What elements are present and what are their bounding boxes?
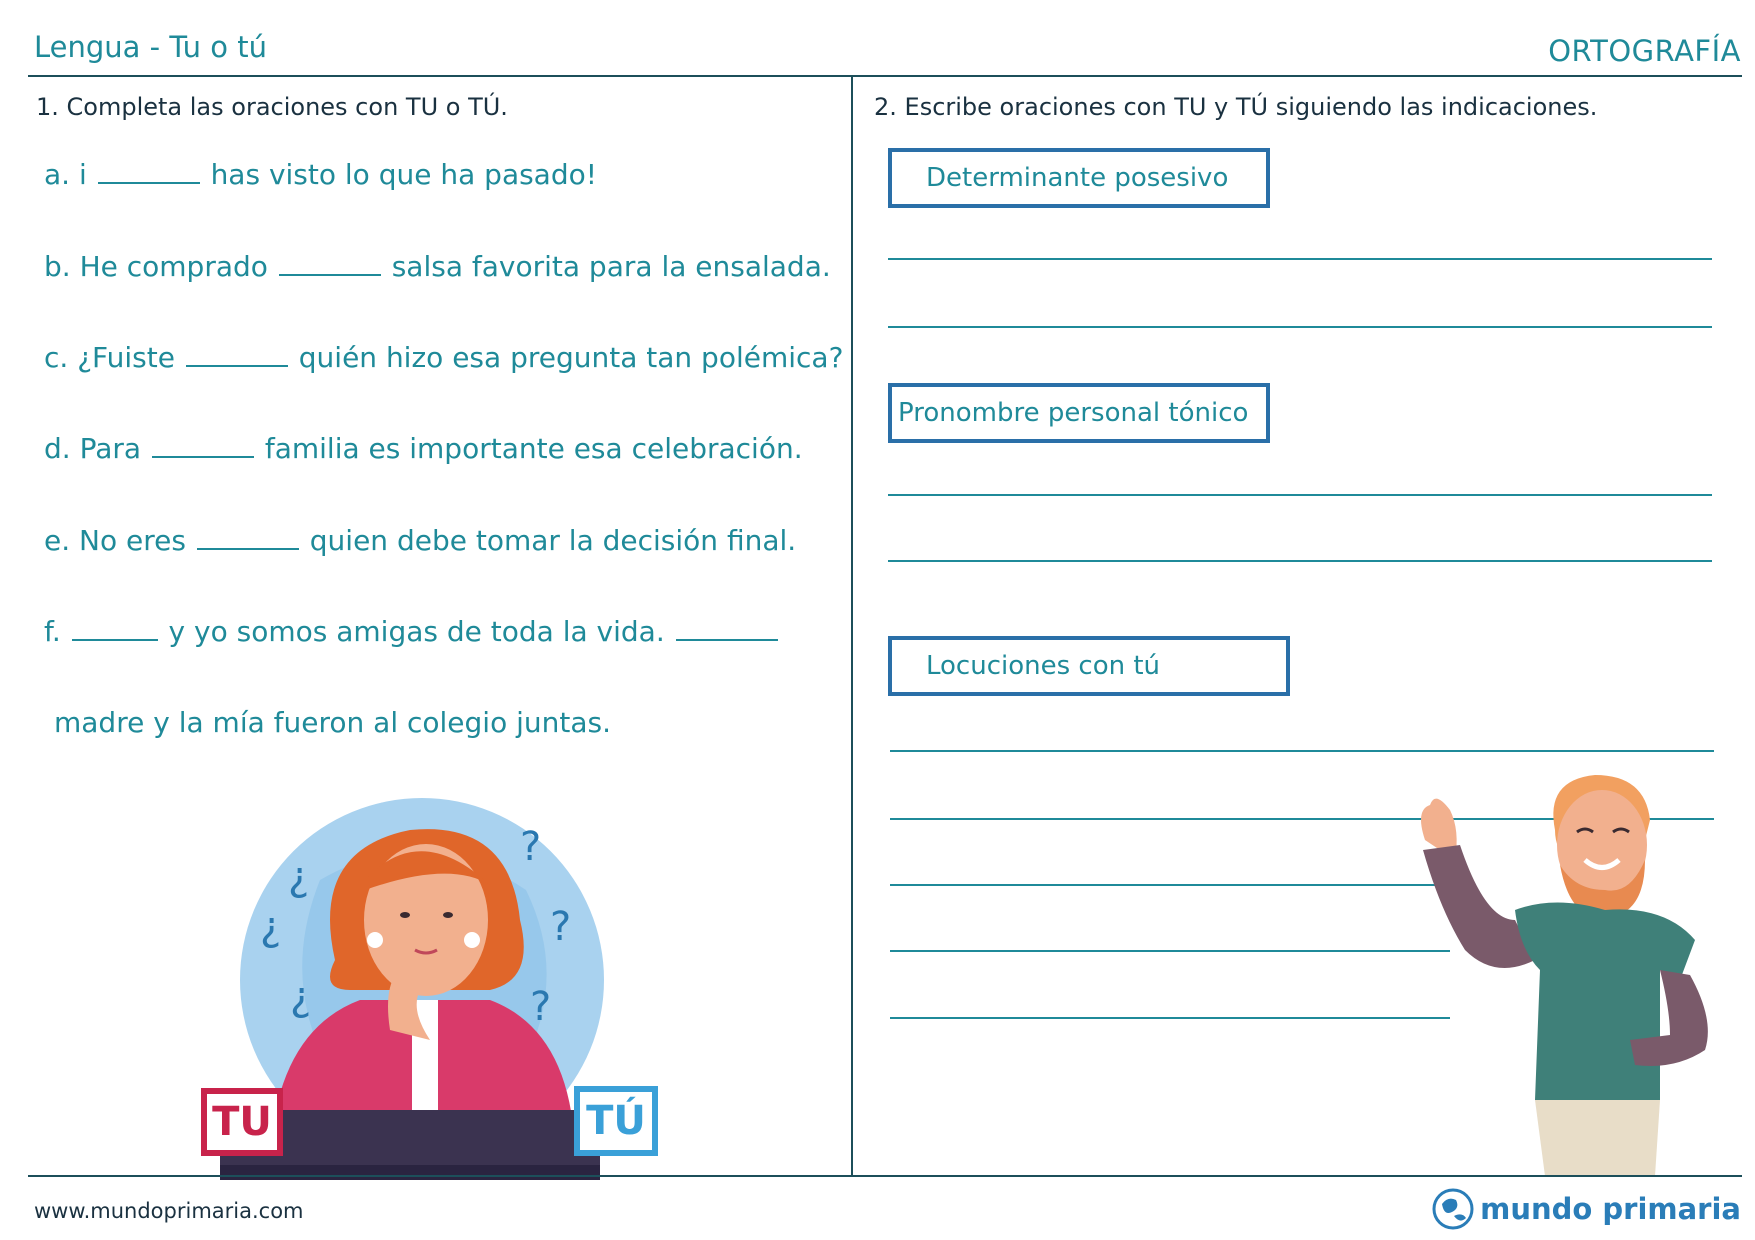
- sentence-b: b. He comprado salsa favorita para la ensalada.: [44, 250, 831, 283]
- writing-line[interactable]: [890, 750, 1714, 752]
- category-box-determinante: Determinante posesivo: [888, 148, 1270, 208]
- category-box-locuciones: Locuciones con tú: [888, 636, 1290, 696]
- answer-blank-a[interactable]: [98, 182, 200, 184]
- sentence-d: d. Para familia es importante esa celebración.: [44, 432, 803, 465]
- footer-divider: [28, 1175, 1742, 1177]
- answer-blank-f1[interactable]: [72, 639, 158, 641]
- sentence-a: a. i has visto lo que ha pasado!: [44, 158, 597, 191]
- answer-blank-f2[interactable]: [676, 639, 778, 641]
- svg-text:?: ?: [520, 824, 542, 870]
- writing-line[interactable]: [888, 560, 1712, 562]
- writing-line[interactable]: [888, 326, 1712, 328]
- sentence-e: e. No eres quien debe tomar la decisión final.: [44, 524, 797, 557]
- answer-blank-c[interactable]: [186, 365, 288, 367]
- category-box-pronombre: Pronombre personal tónico: [888, 383, 1270, 443]
- svg-text:¿: ¿: [288, 854, 310, 900]
- sentence-c: c. ¿Fuiste quién hizo esa pregunta tan polémica?: [44, 341, 844, 374]
- exercise1-instruction: 1. Completa las oraciones con TU o TÚ.: [36, 93, 508, 121]
- page-title: Lengua - Tu o tú: [34, 30, 267, 64]
- tile-tu-accent: TÚ: [574, 1086, 658, 1156]
- answer-blank-d[interactable]: [152, 456, 254, 458]
- header-divider: [28, 75, 1742, 77]
- exercise2-instruction: 2. Escribe oraciones con TU y TÚ siguiendo las indicaciones.: [874, 93, 1598, 121]
- svg-text:?: ?: [550, 904, 572, 950]
- svg-text:?: ?: [530, 984, 552, 1030]
- category-label: ORTOGRAFÍA: [1548, 34, 1741, 68]
- svg-text:¿: ¿: [290, 974, 312, 1020]
- writing-line[interactable]: [890, 1017, 1450, 1019]
- sentence-f: f. y yo somos amigas de toda la vida.: [44, 615, 780, 648]
- writing-line[interactable]: [888, 494, 1712, 496]
- brand-logo[interactable]: [1432, 1188, 1741, 1230]
- tile-tu: TU: [201, 1088, 283, 1156]
- footer-url[interactable]: www.mundoprimaria.com: [34, 1199, 304, 1223]
- writing-line[interactable]: [890, 950, 1450, 952]
- svg-text:¿: ¿: [260, 904, 282, 950]
- answer-blank-e[interactable]: [197, 548, 299, 550]
- brand-name: mundo primaria: [1480, 1192, 1741, 1226]
- answer-blank-b[interactable]: [279, 274, 381, 276]
- writing-line[interactable]: [888, 258, 1712, 260]
- writing-line[interactable]: [890, 884, 1450, 886]
- sentence-f-continuation: madre y la mía fueron al colegio juntas.: [54, 706, 612, 739]
- waving-man-illustration: [1405, 770, 1725, 1176]
- globe-icon: [1432, 1188, 1474, 1230]
- column-divider: [851, 76, 853, 1176]
